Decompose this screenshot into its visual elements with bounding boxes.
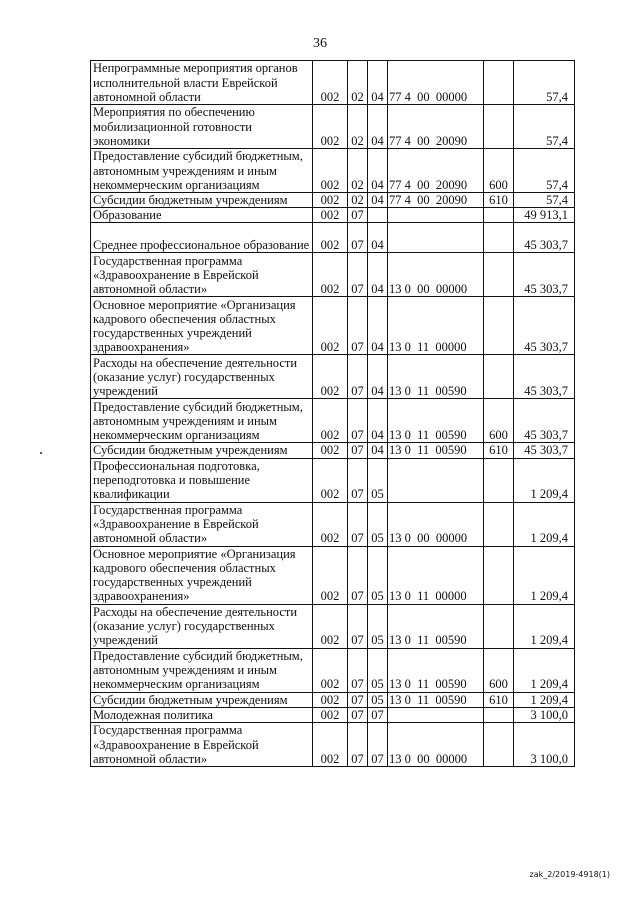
amount: 57,4 (514, 193, 575, 208)
subsection-code: 04 (368, 253, 388, 297)
row-name: Субсидии бюджетным учреждениям (91, 193, 313, 208)
amount: 45 303,7 (514, 253, 575, 297)
subsection-code: 04 (368, 297, 388, 355)
page-number: 36 (313, 36, 327, 51)
row-name: Предоставление субсидий бюджетным, автономным учреждениям и иным некоммерческим организациям (91, 399, 313, 443)
ministry-code: 002 (313, 458, 348, 502)
target-article-code: 77 4 00 20090 (388, 149, 484, 193)
target-article-code: 13 0 11 00590 (388, 355, 484, 399)
section-code: 07 (348, 502, 368, 546)
ministry-code: 002 (313, 648, 348, 692)
target-article-code: 13 0 11 00590 (388, 604, 484, 648)
expense-type-code: 600 (484, 149, 514, 193)
ministry-code: 002 (313, 399, 348, 443)
footer-document-code: zak_2/2019-4918(1) (529, 870, 610, 879)
table-row (91, 399, 575, 443)
target-article-code: 13 0 11 00000 (388, 546, 484, 604)
section-code: 07 (348, 648, 368, 692)
budget-table (90, 60, 575, 767)
expense-type-code (484, 105, 514, 149)
amount: 1 209,4 (514, 458, 575, 502)
ministry-code: 002 (313, 61, 348, 105)
section-code: 07 (348, 208, 368, 223)
ministry-code: 002 (313, 355, 348, 399)
amount: 45 303,7 (514, 443, 575, 458)
ministry-code: 002 (313, 546, 348, 604)
table-row (91, 223, 575, 253)
expense-type-code (484, 297, 514, 355)
ministry-code: 002 (313, 193, 348, 208)
amount: 1 209,4 (514, 546, 575, 604)
section-code: 02 (348, 193, 368, 208)
ministry-code: 002 (313, 707, 348, 722)
table-row (91, 707, 575, 722)
row-name: Субсидии бюджетным учреждениям (91, 692, 313, 707)
expense-type-code: 600 (484, 399, 514, 443)
ministry-code: 002 (313, 502, 348, 546)
row-name: Среднее профессиональное образование (91, 223, 313, 253)
amount: 45 303,7 (514, 297, 575, 355)
target-article-code (388, 223, 484, 253)
section-code: 07 (348, 399, 368, 443)
amount: 45 303,7 (514, 399, 575, 443)
subsection-code: 04 (368, 443, 388, 458)
expense-type-code (484, 546, 514, 604)
ministry-code: 002 (313, 208, 348, 223)
subsection-code: 04 (368, 149, 388, 193)
subsection-code: 05 (368, 604, 388, 648)
subsection-code (368, 208, 388, 223)
target-article-code: 13 0 00 00000 (388, 502, 484, 546)
subsection-code: 04 (368, 223, 388, 253)
subsection-code: 04 (368, 399, 388, 443)
section-code: 07 (348, 458, 368, 502)
ministry-code: 002 (313, 723, 348, 767)
expense-type-code (484, 604, 514, 648)
table-row (91, 443, 575, 458)
subsection-code: 05 (368, 648, 388, 692)
row-name: Государственная программа «Здравоохранение в Еврейской автономной области» (91, 723, 313, 767)
section-code: 07 (348, 604, 368, 648)
budget-table-body (91, 61, 575, 767)
target-article-code: 77 4 00 00000 (388, 61, 484, 105)
expense-type-code: 600 (484, 648, 514, 692)
target-article-code (388, 458, 484, 502)
section-code: 02 (348, 149, 368, 193)
row-name: Расходы на обеспечение деятельности (оказание услуг) государственных учреждений (91, 355, 313, 399)
table-row (91, 648, 575, 692)
row-name: Основное мероприятие «Организация кадрового обеспечения областных государственных учреждений здравоохранения» (91, 546, 313, 604)
expense-type-code (484, 723, 514, 767)
ministry-code: 002 (313, 604, 348, 648)
table-row (91, 149, 575, 193)
section-code: 07 (348, 692, 368, 707)
row-name: Предоставление субсидий бюджетным, автономным учреждениям и иным некоммерческим организациям (91, 648, 313, 692)
table-row (91, 253, 575, 297)
amount: 1 209,4 (514, 604, 575, 648)
subsection-code: 05 (368, 458, 388, 502)
table-row (91, 297, 575, 355)
amount: 45 303,7 (514, 223, 575, 253)
row-name: Субсидии бюджетным учреждениям (91, 443, 313, 458)
target-article-code (388, 707, 484, 722)
ministry-code: 002 (313, 105, 348, 149)
table-row (91, 105, 575, 149)
row-name: Молодежная политика (91, 707, 313, 722)
table-row (91, 546, 575, 604)
ministry-code: 002 (313, 443, 348, 458)
row-name: Основное мероприятие «Организация кадрового обеспечения областных государственных учреждений здравоохранения» (91, 297, 313, 355)
row-name: Государственная программа «Здравоохранение в Еврейской автономной области» (91, 502, 313, 546)
amount: 57,4 (514, 105, 575, 149)
section-code: 07 (348, 297, 368, 355)
target-article-code: 13 0 11 00000 (388, 297, 484, 355)
section-code: 07 (348, 253, 368, 297)
expense-type-code (484, 223, 514, 253)
expense-type-code (484, 208, 514, 223)
table-row (91, 458, 575, 502)
target-article-code: 13 0 11 00590 (388, 399, 484, 443)
amount: 57,4 (514, 149, 575, 193)
section-code: 07 (348, 546, 368, 604)
expense-type-code: 610 (484, 193, 514, 208)
row-name: Предоставление субсидий бюджетным, автономным учреждениям и иным некоммерческим организациям (91, 149, 313, 193)
table-row (91, 692, 575, 707)
section-code: 02 (348, 61, 368, 105)
subsection-code: 04 (368, 193, 388, 208)
subsection-code: 05 (368, 546, 388, 604)
subsection-code: 04 (368, 61, 388, 105)
row-name: Образование (91, 208, 313, 223)
subsection-code: 04 (368, 355, 388, 399)
ministry-code: 002 (313, 223, 348, 253)
ministry-code: 002 (313, 253, 348, 297)
target-article-code: 77 4 00 20090 (388, 193, 484, 208)
subsection-code: 04 (368, 105, 388, 149)
table-row (91, 208, 575, 223)
ministry-code: 002 (313, 149, 348, 193)
amount: 3 100,0 (514, 707, 575, 722)
ministry-code: 002 (313, 297, 348, 355)
section-code: 07 (348, 443, 368, 458)
amount: 1 209,4 (514, 692, 575, 707)
expense-type-code: 610 (484, 443, 514, 458)
expense-type-code (484, 502, 514, 546)
table-row (91, 61, 575, 105)
table-row (91, 723, 575, 767)
target-article-code: 13 0 00 00000 (388, 723, 484, 767)
table-row (91, 604, 575, 648)
expense-type-code: 610 (484, 692, 514, 707)
section-code: 07 (348, 355, 368, 399)
expense-type-code (484, 253, 514, 297)
row-name: Непрограммные мероприятия органов исполнительной власти Еврейской автономной области (91, 61, 313, 105)
amount: 3 100,0 (514, 723, 575, 767)
row-name: Государственная программа «Здравоохранение в Еврейской автономной области» (91, 253, 313, 297)
expense-type-code (484, 707, 514, 722)
amount: 57,4 (514, 61, 575, 105)
row-name: Профессиональная подготовка, переподготовка и повышение квалификации (91, 458, 313, 502)
amount: 49 913,1 (514, 208, 575, 223)
amount: 1 209,4 (514, 502, 575, 546)
table-row (91, 355, 575, 399)
target-article-code: 13 0 11 00590 (388, 692, 484, 707)
subsection-code: 07 (368, 723, 388, 767)
target-article-code: 77 4 00 20090 (388, 105, 484, 149)
subsection-code: 05 (368, 692, 388, 707)
expense-type-code (484, 355, 514, 399)
target-article-code (388, 208, 484, 223)
target-article-code: 13 0 11 00590 (388, 443, 484, 458)
section-code: 07 (348, 723, 368, 767)
amount: 45 303,7 (514, 355, 575, 399)
expense-type-code (484, 61, 514, 105)
expense-type-code (484, 458, 514, 502)
amount: 1 209,4 (514, 648, 575, 692)
row-name: Мероприятия по обеспечению мобилизационной готовности экономики (91, 105, 313, 149)
target-article-code: 13 0 00 00000 (388, 253, 484, 297)
table-row (91, 502, 575, 546)
section-code: 02 (348, 105, 368, 149)
target-article-code: 13 0 11 00590 (388, 648, 484, 692)
section-code: 07 (348, 223, 368, 253)
section-code: 07 (348, 707, 368, 722)
row-name: Расходы на обеспечение деятельности (оказание услуг) государственных учреждений (91, 604, 313, 648)
table-row (91, 193, 575, 208)
subsection-code: 07 (368, 707, 388, 722)
ministry-code: 002 (313, 692, 348, 707)
margin-dot (40, 452, 42, 454)
subsection-code: 05 (368, 502, 388, 546)
